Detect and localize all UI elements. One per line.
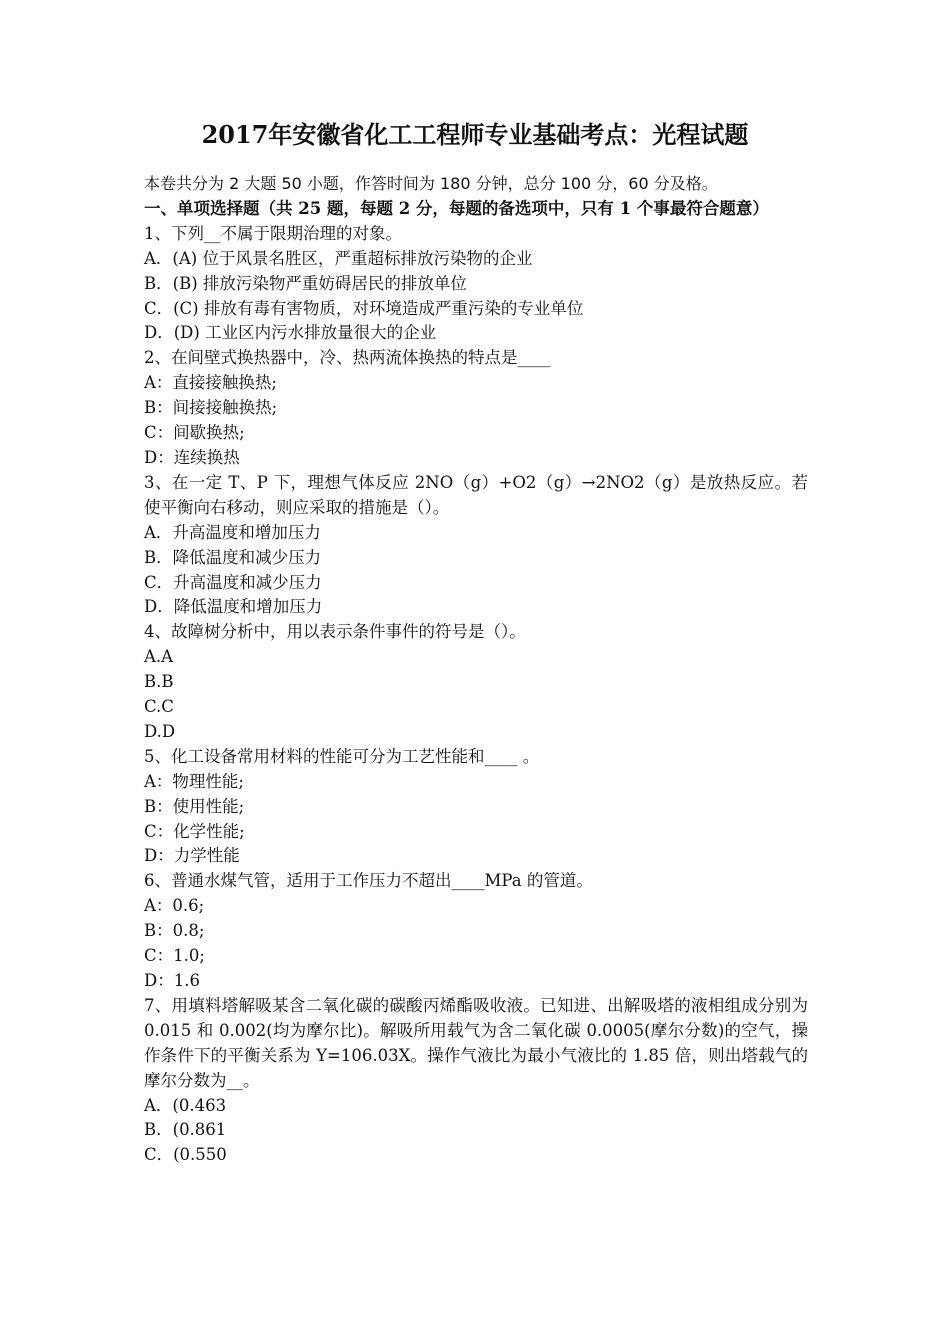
question-2 [144,346,808,471]
option-b: B：0.8; [144,921,205,941]
document-body [144,172,808,1168]
question-stem: 1、下列__不属于限期治理的对象。 [144,223,402,243]
option-c: C：间歇换热; [144,423,245,443]
option-a: A：0.6; [144,896,205,916]
option-c: C：化学性能; [144,821,245,841]
option-b: B.B [144,672,174,692]
option-d: D．降低温度和增加压力 [144,597,323,617]
question-stem: 5、化工设备常用材料的性能可分为工艺性能和____ 。 [144,746,540,766]
option-a: A.A [144,647,174,667]
option-a: A：直接接触换热; [144,373,277,393]
exam-intro: 本卷共分为 2 大题 50 小题，作答时间为 180 分钟，总分 100 分，60 分及格。 [144,174,718,193]
option-a: A．(0.463 [144,1095,227,1115]
option-d: D：力学性能 [144,846,240,866]
option-d: D．(D) 工业区内污水排放量很大的企业 [144,323,437,343]
question-3 [144,471,808,620]
question-1 [144,222,808,347]
question-5 [144,745,808,870]
option-d: D：连续换热 [144,447,240,467]
option-a: A：物理性能; [144,771,244,791]
option-a: A．升高温度和增加压力 [144,522,321,542]
document-title: 2017年安徽省化工工程师专业基础考点：光程试题 [201,120,749,149]
option-c: C.C [144,697,174,717]
question-stem: 7、用填料塔解吸某含二氧化碳的碳酸丙烯酯吸收液。已知进、出解吸塔的液相组成分别为 0.015 和 0.002(均为摩尔比)。解吸所用载气为含二氧化碳 0.0005(摩尔分数)的空气，操作条件下的平衡关系为 Y=106.03X。操作气液比为最小气液比的 1.85 倍，则出塔载气的摩尔分数为__。 [144,995,808,1090]
question-stem: 4、故障树分析中，用以表示条件事件的符号是（）。 [144,622,526,642]
question-stem: 2、在间壁式换热器中，冷、热两流体换热的特点是____ [144,348,551,368]
option-b: B．降低温度和减少压力 [144,547,322,567]
option-c: C：1.0; [144,946,205,966]
option-d: D.D [144,721,176,741]
question-6 [144,869,808,994]
question-7 [144,994,808,1168]
question-stem: 3、在一定 T、P 下，理想气体反应 2NO（g）+O2（g）→2NO2（g）是放热反应。若使平衡向右移动，则应采取的措施是（）。 [144,472,808,517]
option-b: B：使用性能; [144,796,245,816]
question-stem: 6、普通水煤气管，适用于工作压力不超出____MPa 的管道。 [144,871,593,891]
option-a: A．(A) 位于风景名胜区，严重超标排放污染物的企业 [144,248,533,268]
section-heading: 一、单项选择题（共 25 题，每题 2 分，每题的备选项中，只有 1 个事最符合题意） [144,198,769,218]
option-c: C．升高温度和减少压力 [144,572,322,592]
option-b: B：间接接触换热; [144,398,278,418]
option-b: B．(0.861 [144,1120,227,1140]
option-b: B．(B) 排放污染物严重妨碍居民的排放单位 [144,273,467,293]
option-d: D：1.6 [144,971,200,990]
option-c: C．(0.550 [144,1145,227,1165]
option-c: C．(C) 排放有毒有害物质，对环境造成严重污染的专业单位 [144,298,584,318]
question-4 [144,620,808,745]
